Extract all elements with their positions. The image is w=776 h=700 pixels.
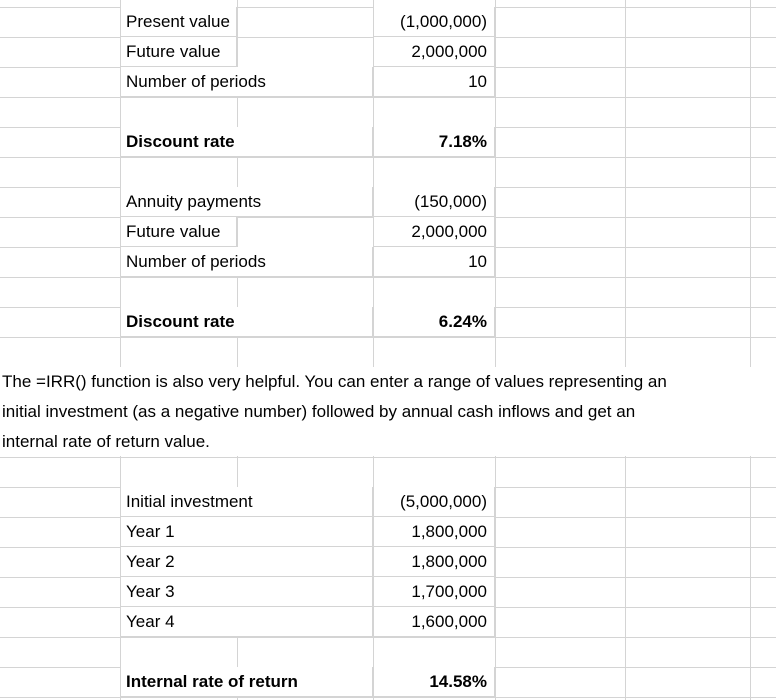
cell-future-value[interactable]: 2,000,000	[374, 37, 495, 67]
cell-future-value-label-2[interactable]: Future value	[121, 217, 237, 247]
cell-discount-rate[interactable]: 7.18%	[374, 127, 495, 157]
cell-year-2[interactable]: 1,800,000	[374, 547, 495, 577]
cell-year-4[interactable]: 1,600,000	[374, 607, 495, 637]
cell-annuity-payments-label[interactable]: Annuity payments	[121, 187, 373, 217]
cell-year-4-label[interactable]: Year 4	[121, 607, 373, 637]
cell-discount-rate-label[interactable]: Discount rate	[121, 127, 373, 157]
paragraph-line[interactable]: internal rate of return value.	[2, 432, 210, 451]
cell-initial-investment[interactable]: (5,000,000)	[374, 487, 495, 517]
cell-initial-investment-label[interactable]: Initial investment	[121, 487, 373, 517]
cell-future-value-2[interactable]: 2,000,000	[374, 217, 495, 247]
cell-internal-rate-of-return-label[interactable]: Internal rate of return	[121, 667, 373, 697]
cell-year-3-label[interactable]: Year 3	[121, 577, 373, 607]
cell-year-1-label[interactable]: Year 1	[121, 517, 373, 547]
cell-number-of-periods-label-2[interactable]: Number of periods	[121, 247, 373, 277]
cell-discount-rate-label-2[interactable]: Discount rate	[121, 307, 373, 337]
cell-number-of-periods-label[interactable]: Number of periods	[121, 67, 373, 97]
cell-year-3[interactable]: 1,700,000	[374, 577, 495, 607]
paragraph-line[interactable]: initial investment (as a negative number) followed by annual cash inflows and get an	[2, 402, 636, 421]
paragraph-line[interactable]: The =IRR() function is also very helpful. You can enter a range of values representing an	[2, 372, 667, 391]
cell-future-value-label[interactable]: Future value	[121, 37, 237, 67]
cell-present-value[interactable]: (1,000,000)	[374, 7, 495, 37]
cell-annuity-payments[interactable]: (150,000)	[374, 187, 495, 217]
cell-number-of-periods[interactable]: 10	[374, 67, 495, 97]
cell-year-1[interactable]: 1,800,000	[374, 517, 495, 547]
cell-internal-rate-of-return[interactable]: 14.58%	[374, 667, 495, 697]
cell-present-value-label[interactable]: Present value	[121, 7, 237, 37]
cell-year-2-label[interactable]: Year 2	[121, 547, 373, 577]
cell-number-of-periods-2[interactable]: 10	[374, 247, 495, 277]
cell-discount-rate-2[interactable]: 6.24%	[374, 307, 495, 337]
